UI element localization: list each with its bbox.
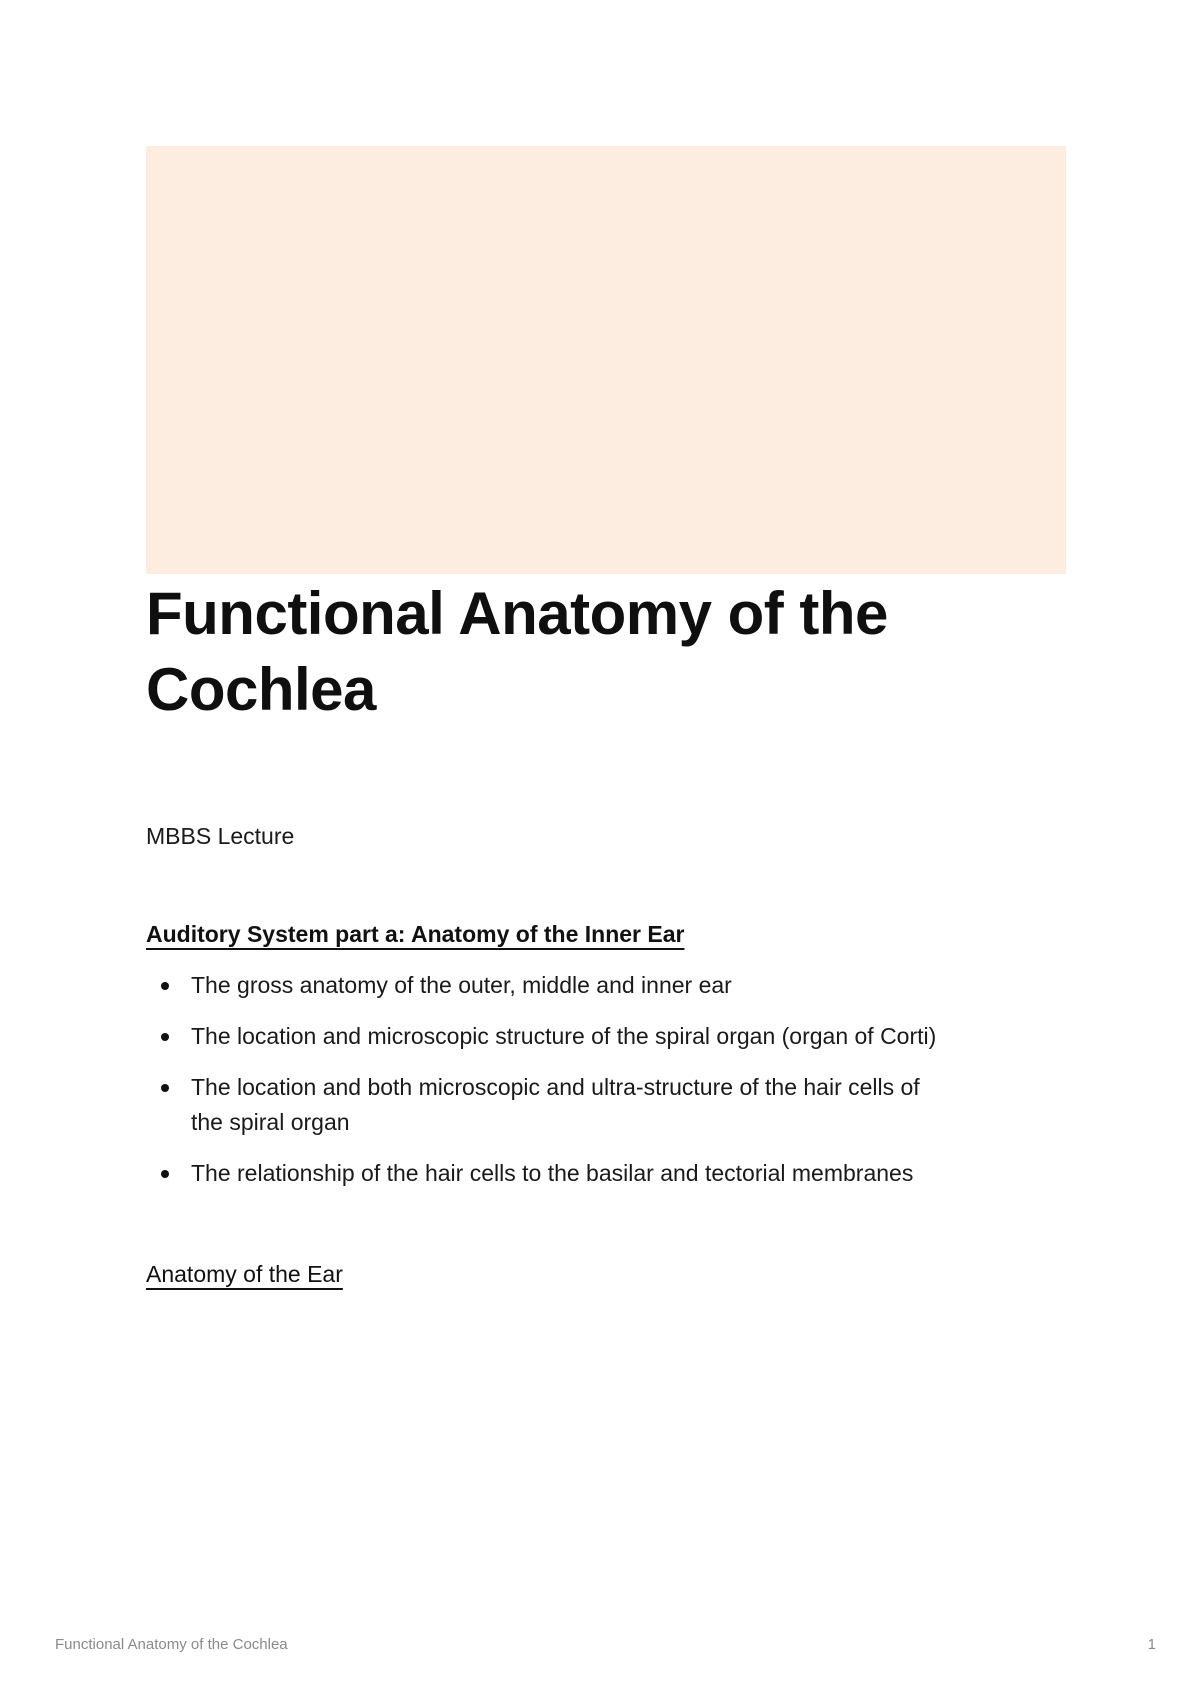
- list-item-text: The relationship of the hair cells to the basilar and tectorial membranes: [191, 1160, 914, 1186]
- bullet-dot-icon: [161, 982, 169, 990]
- page-subtitle: MBBS Lecture: [146, 823, 295, 849]
- list-item: [146, 1070, 1066, 1140]
- objectives-list: [146, 968, 1066, 1207]
- page-title: Functional Anatomy of the Cochlea: [146, 580, 888, 723]
- list-item: [146, 968, 1066, 1003]
- list-item-text: The gross anatomy of the outer, middle and inner ear: [191, 972, 732, 998]
- list-item: [146, 1156, 1066, 1191]
- list-item-text: The location and both microscopic and ultra-structure of the hair cells of the spiral organ: [191, 1074, 920, 1135]
- list-item-text: The location and microscopic structure of the spiral organ (organ of Corti): [191, 1023, 937, 1049]
- bullet-dot-icon: [161, 1084, 169, 1092]
- cover-banner: [146, 146, 1066, 574]
- bullet-dot-icon: [161, 1170, 169, 1178]
- bullet-dot-icon: [161, 1033, 169, 1041]
- section-link-anatomy-of-ear[interactable]: Anatomy of the Ear: [146, 1261, 343, 1287]
- section-heading-inner-ear[interactable]: Auditory System part a: Anatomy of the Inner Ear: [146, 921, 685, 947]
- footer-document-title: Functional Anatomy of the Cochlea: [55, 1636, 288, 1653]
- footer-page-number: 1: [1147, 1636, 1156, 1653]
- list-item: [146, 1019, 1066, 1054]
